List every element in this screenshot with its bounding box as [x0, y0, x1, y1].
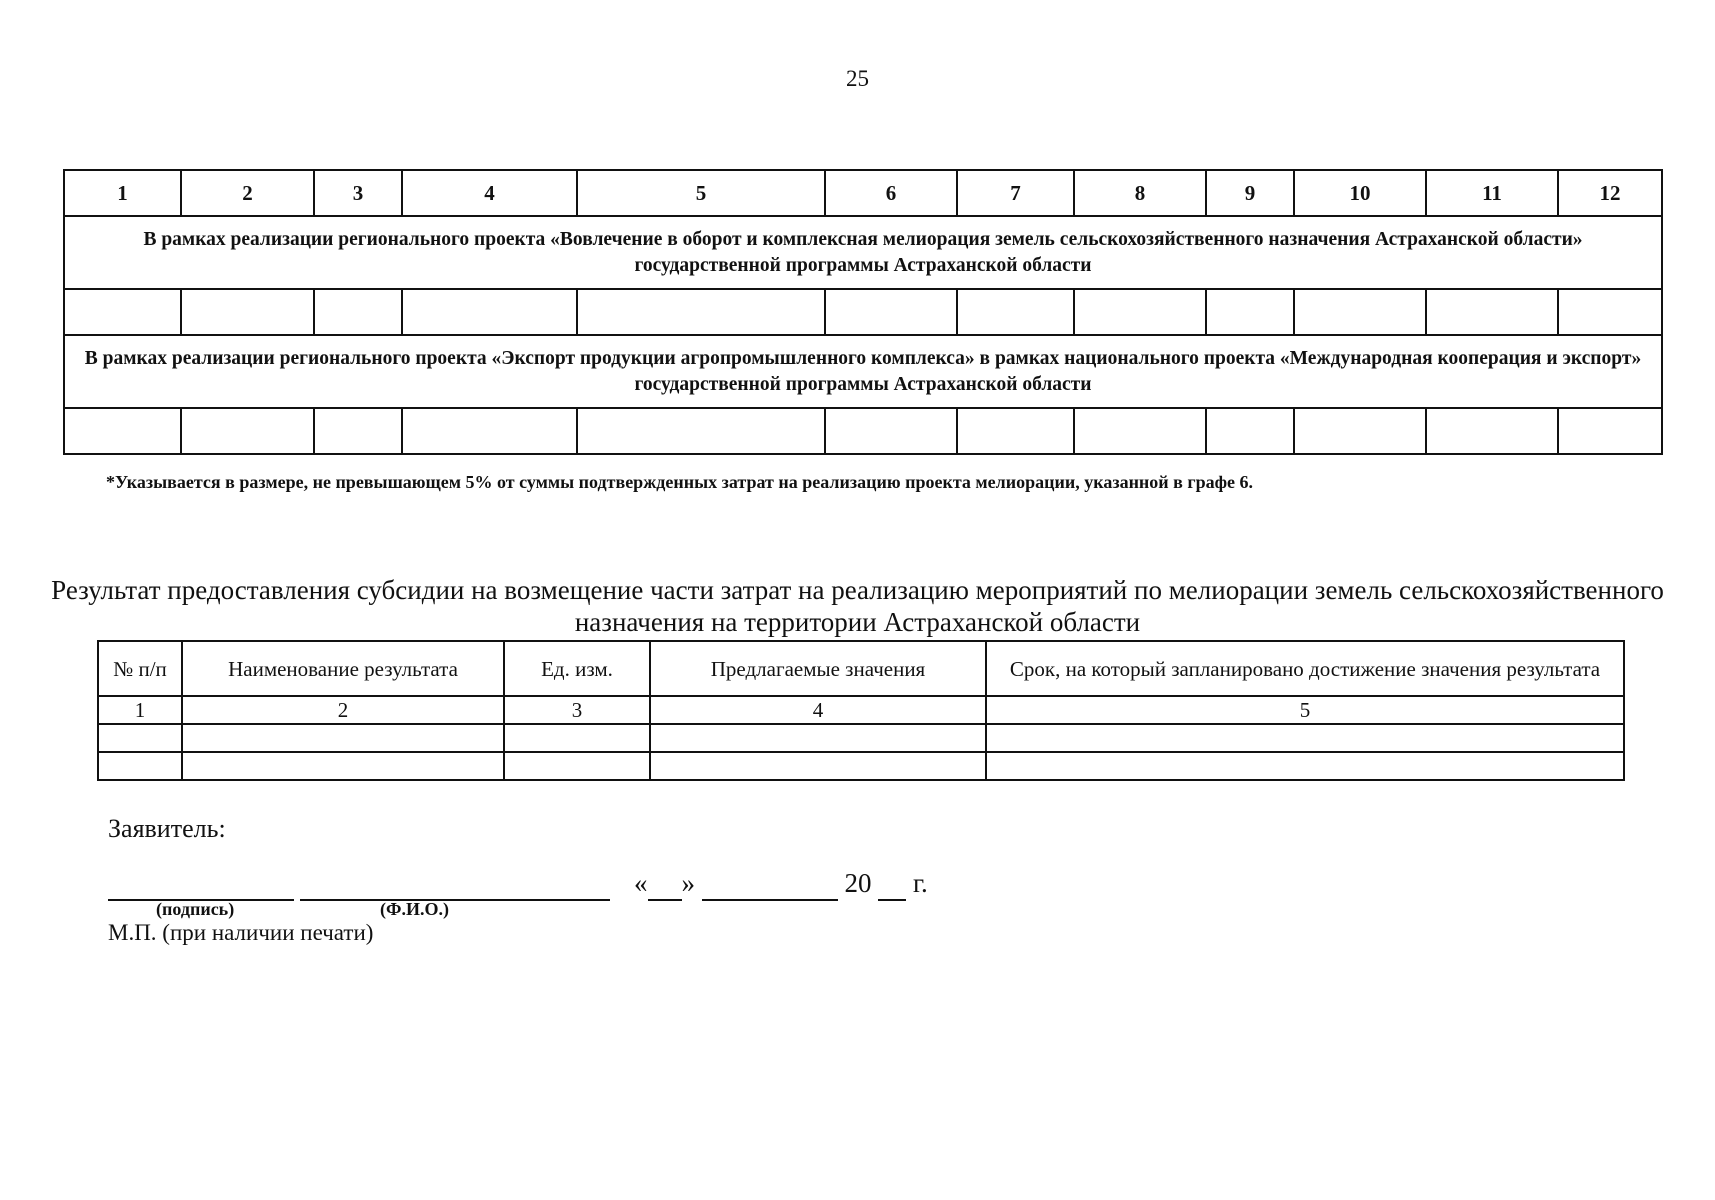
empty-cell — [986, 752, 1624, 780]
empty-cell — [1074, 408, 1206, 454]
empty-cell — [64, 289, 181, 335]
header-result-name: Наименование результата — [182, 641, 504, 696]
full-name-field[interactable] — [300, 868, 610, 901]
empty-row — [98, 752, 1624, 780]
empty-cell — [314, 408, 402, 454]
column-number: 2 — [181, 170, 314, 216]
empty-cell — [181, 408, 314, 454]
empty-cell — [650, 724, 986, 752]
header-number: № п/п — [98, 641, 182, 696]
empty-cell — [577, 289, 825, 335]
signature-caption: (подпись) — [156, 899, 235, 919]
column-number: 7 — [957, 170, 1074, 216]
empty-cell — [64, 408, 181, 454]
empty-cell — [1074, 289, 1206, 335]
column-number: 2 — [182, 696, 504, 724]
column-number: 5 — [986, 696, 1624, 724]
year-suffix: г. — [913, 868, 928, 898]
empty-cell — [957, 289, 1074, 335]
header-deadline: Срок, на который запланировано достижение значения результата — [986, 641, 1624, 696]
column-number: 9 — [1206, 170, 1294, 216]
year-blank[interactable] — [878, 868, 906, 901]
column-number: 8 — [1074, 170, 1206, 216]
column-number: 1 — [98, 696, 182, 724]
date-field[interactable] — [634, 868, 928, 901]
column-number: 6 — [825, 170, 957, 216]
column-number: 1 — [64, 170, 181, 216]
seal-note: М.П. (при наличии печати) — [108, 920, 374, 945]
result-title: Результат предоставления субсидии на возмещение части затрат на реализацию мероприятий по мелиорации земель сельскохозяйственного назначения на территории Астраханской области — [51, 575, 1664, 637]
empty-row — [64, 408, 1662, 454]
empty-cell — [577, 408, 825, 454]
empty-cell — [1426, 289, 1558, 335]
empty-cell — [1294, 289, 1426, 335]
month-blank[interactable] — [702, 868, 838, 901]
footnote: *Указывается в размере, не превышающем 5% от суммы подтвержденных затрат на реализацию проекта мелиорации, указанной в графе 6. — [106, 472, 1254, 492]
empty-cell — [402, 408, 577, 454]
year-prefix: 20 — [844, 868, 872, 898]
empty-cell — [957, 408, 1074, 454]
column-number: 3 — [504, 696, 650, 724]
column-number: 4 — [402, 170, 577, 216]
page-number: 25 — [846, 66, 869, 91]
empty-cell — [314, 289, 402, 335]
section-heading-melioration: В рамках реализации регионального проекта «Вовлечение в оборот и комплексная мелиорация земель сельскохозяйственного назначения Астраханской области» государственной программы Астраханской области — [64, 216, 1662, 289]
section-heading-export: В рамках реализации регионального проекта «Экспорт продукции агропромышленного комплекса» в рамках национального проекта «Международная кооперация и экспорт» государственной программы Астраханской области — [64, 335, 1662, 408]
empty-cell — [504, 724, 650, 752]
empty-cell — [825, 408, 957, 454]
empty-cell — [1206, 408, 1294, 454]
column-number-row — [98, 696, 1624, 724]
empty-row — [98, 724, 1624, 752]
column-number: 12 — [1558, 170, 1662, 216]
header-unit: Ед. изм. — [504, 641, 650, 696]
column-number: 10 — [1294, 170, 1426, 216]
empty-cell — [402, 289, 577, 335]
day-blank[interactable] — [648, 868, 682, 901]
empty-cell — [181, 289, 314, 335]
empty-cell — [1426, 408, 1558, 454]
result-table — [97, 640, 1625, 781]
empty-row — [64, 289, 1662, 335]
signature-field[interactable] — [108, 868, 294, 901]
applicant-label: Заявитель: — [108, 814, 226, 843]
empty-cell — [1558, 408, 1662, 454]
column-number: 11 — [1426, 170, 1558, 216]
empty-cell — [1294, 408, 1426, 454]
empty-cell — [98, 752, 182, 780]
empty-cell — [182, 724, 504, 752]
column-number-row — [64, 170, 1662, 216]
header-proposed-values: Предлагаемые значения — [650, 641, 986, 696]
column-number: 3 — [314, 170, 402, 216]
date-close-quote: » — [681, 868, 695, 898]
section-row — [64, 335, 1662, 408]
empty-cell — [650, 752, 986, 780]
empty-cell — [182, 752, 504, 780]
costs-table — [63, 169, 1663, 455]
empty-cell — [1206, 289, 1294, 335]
empty-cell — [825, 289, 957, 335]
date-open-quote: « — [634, 868, 648, 898]
name-caption: (Ф.И.О.) — [380, 899, 449, 919]
empty-cell — [986, 724, 1624, 752]
header-row — [98, 641, 1624, 696]
empty-cell — [1558, 289, 1662, 335]
empty-cell — [98, 724, 182, 752]
column-number: 4 — [650, 696, 986, 724]
empty-cell — [504, 752, 650, 780]
column-number: 5 — [577, 170, 825, 216]
section-row — [64, 216, 1662, 289]
